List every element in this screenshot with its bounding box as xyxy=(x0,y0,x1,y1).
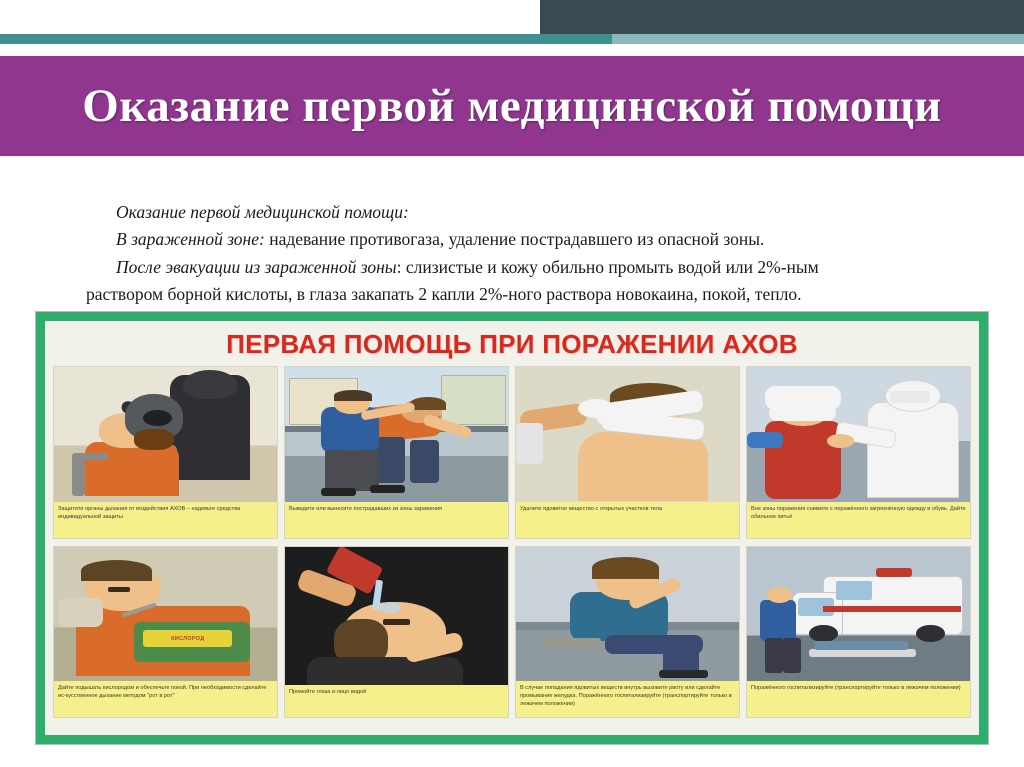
poster-panel-6-caption: Промойте глаза и лицо водой xyxy=(285,685,508,717)
text-line-1 xyxy=(86,200,946,225)
poster-panel-6 xyxy=(284,546,509,719)
text-line-1-italic: Оказание первой медицинской помощи: xyxy=(116,202,409,222)
text-line-2-rest: надевание противогаза, удаление пострадавшего из опасной зоны. xyxy=(264,229,765,250)
deco-teal-bar-light xyxy=(612,34,1024,44)
carry-victim-icon xyxy=(285,367,508,502)
poster-panel-3 xyxy=(515,366,740,539)
ambulance-icon xyxy=(747,547,970,682)
text-line-3 xyxy=(86,255,946,280)
remove-clothing-icon xyxy=(747,367,970,502)
poster-panel-2-caption: Выведите или вынесите пострадавших из зоны заражения xyxy=(285,502,508,538)
poster-panel-1-caption: Защитите органы дыхания от воздействия АХОВ – надевьте средства индивидуальной защиты xyxy=(54,502,277,538)
text-line-4 xyxy=(86,282,946,307)
poster-panel-4-caption: Вне зоны поражения снимите с поражённого загрязнённую одежду и обувь. Дайте обильное питьё xyxy=(747,502,970,538)
poster-panel-7 xyxy=(515,546,740,719)
poster-panel-2 xyxy=(284,366,509,539)
text-line-2-italic: В зараженной зоне: xyxy=(116,229,265,250)
page-title: Оказание первой медицинской помощи xyxy=(82,80,942,132)
gas-mask-icon xyxy=(54,367,277,502)
oxygen-bag-icon xyxy=(54,547,277,682)
poster-panel-4 xyxy=(746,366,971,539)
poster-panel-5-caption: Дайте подышать кислородом и обеспечьте покой. При необходимости сделайте ис-кусственное дыхание методом "рот в рот" xyxy=(54,681,277,717)
eye-wash-icon xyxy=(285,547,508,686)
poster-panel-8 xyxy=(746,546,971,719)
deco-dark-block xyxy=(540,0,1024,34)
poster-panel-3-caption: Удалите ядовитое вещество с открытых участков тела xyxy=(516,502,739,538)
deco-white-block xyxy=(0,0,540,34)
text-line-4-rest: раствором борной кислоты, в глаза закапать 2 капли 2%-ного раствора новокаина, покой, тепло. xyxy=(86,284,802,305)
induce-vomiting-icon xyxy=(516,547,739,682)
poster-panel-8-caption: Поражённого госпитализируйте (транспортируйте только в лежачем положении) xyxy=(747,681,970,717)
body-text-block xyxy=(86,200,946,310)
poster-panel-7-caption: В случае попадания ядовитых веществ внутрь вызовите рвоту или сделайте промывание желудка. Поражённого госпитализируйте (транспортируйте только в лежачем положении) xyxy=(516,681,739,717)
deco-teal-bar xyxy=(0,34,612,44)
wash-skin-icon xyxy=(516,367,739,502)
slide-title-band xyxy=(0,56,1024,156)
text-line-3-italic: После эвакуации из зараженной зоны xyxy=(116,256,397,277)
first-aid-poster xyxy=(36,312,988,744)
poster-title: ПЕРВАЯ ПОМОЩЬ ПРИ ПОРАЖЕНИИ АХОВ xyxy=(226,329,798,359)
text-line-3-rest: : слизистые и кожу обильно промыть водой или 2%-ным xyxy=(396,256,819,277)
poster-panel-grid xyxy=(53,366,971,718)
slide-top-decoration xyxy=(0,0,1024,56)
poster-panel-5 xyxy=(53,546,278,719)
text-line-2 xyxy=(86,227,946,252)
oxygen-bag-label: КИСЛОРОД xyxy=(171,635,205,642)
poster-panel-1 xyxy=(53,366,278,539)
